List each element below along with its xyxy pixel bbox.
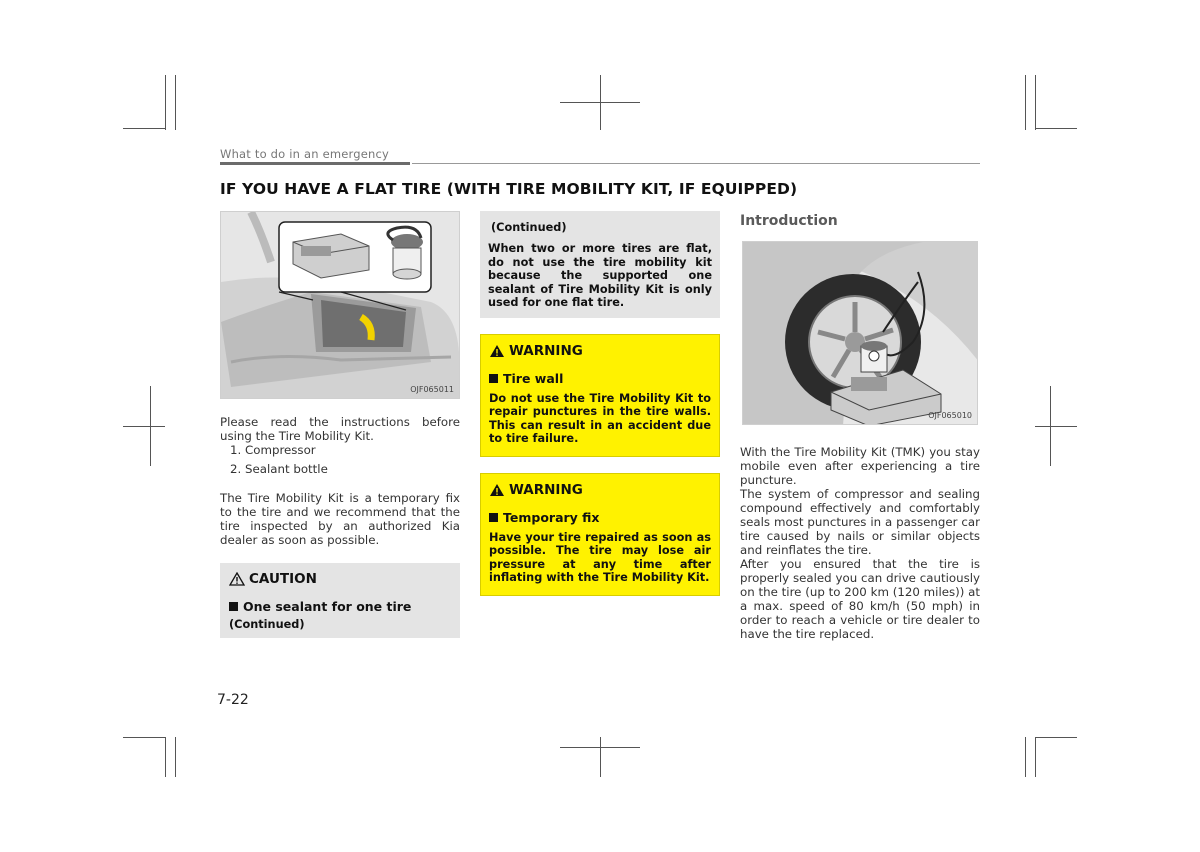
warning-subheading: [489, 371, 711, 386]
column-right: [740, 211, 980, 641]
crop-mark: [1025, 75, 1026, 130]
paragraph: The system of compressor and sealing compound effectively and comfortably seals most punctures in a passenger car tire caused by nails or similar objects and reinflates the tire.: [740, 487, 980, 557]
warning-subheading: [489, 510, 711, 525]
paragraph: After you ensured that the tire is properly sealed you can drive cautiously on the tire (up to 200 km (120 miles)) at a max. speed of 80 km/h (50 mph) in order to reach a vehicle or tire dealer to have the tire replaced.: [740, 557, 980, 641]
bullet-square-icon: [489, 374, 498, 383]
caution-box: [220, 563, 460, 638]
crop-mark: [123, 128, 165, 129]
warning-box: [480, 334, 720, 457]
warning-label: WARNING: [509, 342, 583, 359]
caution-label: CAUTION: [249, 571, 317, 587]
continued-label: (Continued): [229, 618, 305, 631]
section-label: What to do in an emergency: [220, 147, 390, 161]
crop-mark: [123, 737, 165, 738]
section-rule: [220, 162, 410, 165]
caution-subheading-text: One sealant for one tire: [243, 599, 412, 614]
crop-mark: [165, 737, 166, 777]
bullet-square-icon: [489, 513, 498, 522]
warning-text: Have your tire repaired as soon as possible. The tire may lose air pressure at any time after inflating with the Tire Mobility Kit.: [489, 530, 711, 584]
page-number: 7-22: [217, 692, 249, 708]
crop-mark: [1035, 75, 1036, 130]
caution-subheading: [229, 599, 451, 614]
caution-heading: [229, 571, 451, 587]
section-rule: [412, 163, 980, 164]
warning-box: [480, 473, 720, 596]
crop-mark: [1035, 737, 1077, 738]
crop-mark: [1035, 737, 1036, 777]
crop-mark: [165, 75, 166, 130]
paragraph: The Tire Mobility Kit is a temporary fix to the tire and we recommend that the tire inspected by an authorized Kia dealer as soon as possible.: [220, 491, 460, 547]
warning-triangle-icon: [489, 344, 505, 358]
crop-mark: [600, 737, 601, 777]
warning-text: Do not use the Tire Mobility Kit to repair punctures in the tire walls. This can result in an accident due to tire failure.: [489, 391, 711, 445]
crop-mark: [1025, 737, 1026, 777]
continued-label: (Continued): [491, 221, 567, 234]
intro-paragraph: Please read the instructions before using the Tire Mobility Kit.: [220, 415, 460, 443]
crop-mark: [1035, 128, 1077, 129]
crop-mark: [1035, 426, 1077, 427]
crop-mark: [560, 102, 640, 103]
warning-heading: [489, 482, 711, 498]
figure-code: OJF065010: [928, 411, 972, 420]
column-middle: [480, 211, 720, 596]
warning-subheading-text: Tire wall: [503, 370, 564, 386]
caution-triangle-icon: [229, 572, 245, 586]
column-left: [220, 211, 460, 638]
paragraph: With the Tire Mobility Kit (TMK) you stay mobile even after experiencing a tire puncture.: [740, 445, 980, 487]
trunk-kit-illustration: [221, 212, 460, 399]
crop-mark: [175, 75, 176, 130]
caution-text: When two or more tires are flat, do not use the tire mobility kit because the supported one sealant of Tire Mobility Kit is only used for one flat tire.: [488, 242, 712, 309]
warning-triangle-icon: [489, 483, 505, 497]
warning-subheading-text: Temporary fix: [503, 509, 600, 525]
page-title: IF YOU HAVE A FLAT TIRE (WITH TIRE MOBILITY KIT, IF EQUIPPED): [220, 180, 798, 198]
figure-code: OJF065011: [410, 385, 454, 394]
introduction-heading: Introduction: [740, 213, 838, 229]
tire-kit-figure: [742, 241, 978, 425]
warning-label: WARNING: [509, 481, 583, 498]
caution-continued-box: [480, 211, 720, 318]
crop-mark: [175, 737, 176, 777]
list-item: 2. Sealant bottle: [230, 462, 328, 476]
crop-mark: [560, 747, 640, 748]
tire-inflation-illustration: [743, 242, 978, 425]
trunk-kit-figure: [220, 211, 460, 399]
crop-mark: [123, 426, 165, 427]
bullet-square-icon: [229, 602, 238, 611]
list-item: 1. Compressor: [230, 443, 316, 457]
warning-heading: [489, 343, 711, 359]
